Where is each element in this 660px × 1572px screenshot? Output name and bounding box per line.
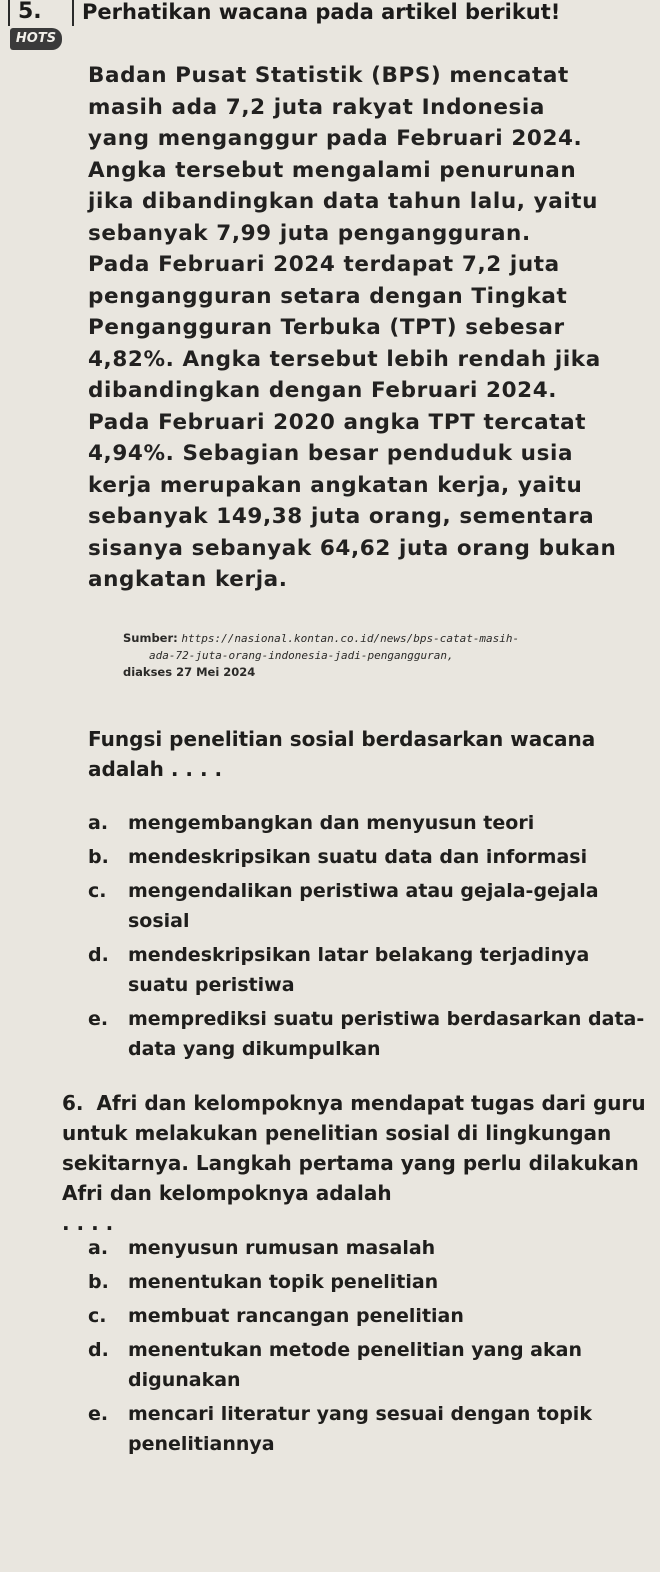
article-line: sisanya sebanyak 64,62 juta orang bukan [88, 535, 617, 561]
option-letter: e. [88, 1008, 109, 1030]
source-label: Sumber: [123, 631, 178, 645]
option-text: mengendalikan peristiwa atau gejala-gejala sosial [128, 880, 599, 932]
option-letter: b. [88, 846, 109, 868]
option-letter: c. [88, 1305, 107, 1327]
question-6-body: Afri dan kelompoknya mendapat tugas dari guru untuk melakukan penelitian sosial di lingkungan sekitarnya. Langkah pertama yang perlu dilakukan Afri dan kelompoknya adalah [62, 1091, 646, 1205]
option-letter: c. [88, 880, 107, 902]
article-line: 4,94%. Sebagian besar penduduk usia [88, 441, 574, 466]
article-line: Pada Februari 2020 angka TPT tercatat [88, 409, 587, 435]
source-accessed-date: diakses 27 Mei 2024 [123, 665, 256, 679]
article-line: yang menganggur pada Februari 2024. [88, 126, 583, 151]
article-line: angkatan kerja. [88, 567, 288, 592]
answer-option-c[interactable] [88, 1301, 648, 1331]
article-line: sebanyak 149,38 juta orang, sementara [88, 504, 595, 529]
article-line: sebanyak 7,99 juta pengangguran. [88, 220, 531, 246]
option-letter: a. [88, 812, 109, 834]
option-text: mendeskripsikan latar belakang terjadinya suatu peristiwa [128, 944, 590, 996]
article-line: pengangguran setara dengan Tingkat [88, 283, 568, 309]
question-5-text: Fungsi penelitian sosial berdasarkan wacana adalah . . . . [88, 727, 596, 781]
article-line: Badan Pusat Statistik (BPS) mencatat [88, 63, 569, 88]
option-text: memprediksi suatu peristiwa berdasarkan data-data yang dikumpulkan [128, 1008, 645, 1060]
question-6-text [62, 1088, 652, 1238]
question-5-options [88, 808, 648, 1068]
article-line: kerja merupakan angkatan kerja, yaitu [88, 472, 583, 498]
answer-option-a[interactable] [88, 808, 648, 838]
option-letter: a. [88, 1237, 109, 1259]
article-passage [88, 60, 653, 596]
answer-option-d[interactable] [88, 940, 648, 1000]
option-text: mengembangkan dan menyusun teori [128, 812, 535, 834]
article-source [123, 630, 643, 680]
article-line: dibandingkan dengan Februari 2024. [88, 378, 558, 403]
source-link-continued: ada-72-juta-orang-indonesia-jadi-pengangguran, [149, 649, 454, 662]
answer-option-a[interactable] [88, 1233, 648, 1263]
source-link: https://nasional.kontan.co.id/news/bps-catat-masih- [181, 632, 520, 645]
option-text: membuat rancangan penelitian [128, 1305, 464, 1327]
question-6-options [88, 1233, 648, 1463]
question-5-header [0, 0, 660, 46]
question-instruction: Perhatikan wacana pada artikel berikut! [82, 0, 561, 24]
option-text: mendeskripsikan suatu data dan informasi [128, 846, 588, 868]
answer-option-e[interactable] [88, 1399, 648, 1459]
article-line: 4,82%. Angka tersebut lebih rendah jika [88, 346, 601, 372]
answer-option-d[interactable] [88, 1335, 648, 1395]
answer-option-b[interactable] [88, 842, 648, 872]
article-line: Pengangguran Terbuka (TPT) sebesar [88, 315, 565, 340]
answer-option-b[interactable] [88, 1267, 648, 1297]
answer-option-c[interactable] [88, 876, 648, 936]
article-line: Angka tersebut mengalami penurunan [88, 157, 577, 183]
hots-badge: HOTS [10, 28, 62, 50]
option-letter: e. [88, 1403, 109, 1425]
article-line: Pada Februari 2024 terdapat 7,2 juta [88, 252, 560, 277]
question-number-6: 6. [62, 1091, 84, 1115]
option-text: menyusun rumusan masalah [128, 1237, 436, 1259]
option-letter: b. [88, 1271, 109, 1293]
article-line: jika dibandingkan data tahun lalu, yaitu [88, 189, 599, 214]
question-number-5: 5. [8, 0, 74, 26]
question-6-ellipsis: . . . . [62, 1211, 114, 1235]
answer-option-e[interactable] [88, 1004, 648, 1064]
option-letter: d. [88, 944, 109, 966]
option-text: menentukan metode penelitian yang akan digunakan [128, 1339, 582, 1391]
article-line: masih ada 7,2 juta rakyat Indonesia [88, 94, 546, 120]
option-text: mencari literatur yang sesuai dengan topik penelitiannya [128, 1403, 592, 1455]
option-letter: d. [88, 1339, 109, 1361]
option-text: menentukan topik penelitian [128, 1271, 439, 1293]
